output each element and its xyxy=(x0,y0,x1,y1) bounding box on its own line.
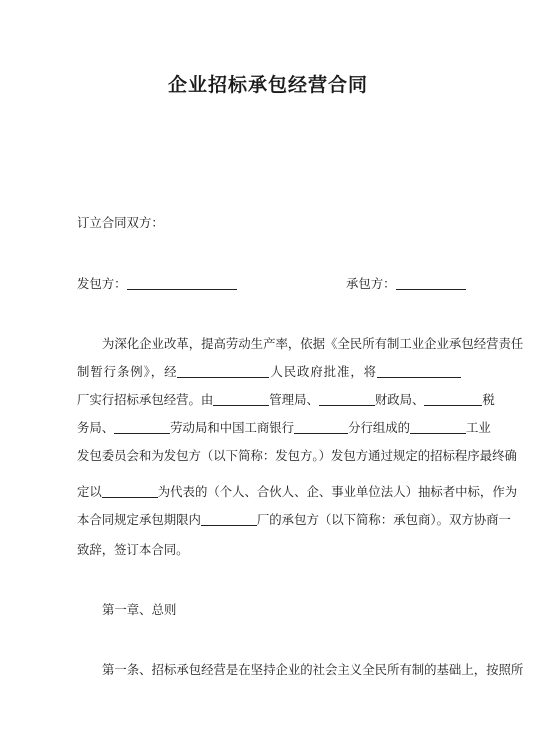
party-b-blank xyxy=(396,276,466,290)
fill-blank xyxy=(102,484,158,498)
para1-line3 xyxy=(77,390,495,408)
fill-blank xyxy=(177,364,269,378)
party-a-line xyxy=(77,274,237,292)
text-fragment: 税 xyxy=(482,392,495,407)
chapter-heading: 第一章、总则 xyxy=(102,602,177,617)
fill-blank xyxy=(377,364,461,378)
article1-line1: 第一条、招标承包经营是在坚持企业的社会主义全民所有制的基础上，按照所 xyxy=(102,662,524,677)
fill-blank xyxy=(294,420,348,434)
party-b-line xyxy=(346,274,466,292)
para1-line8: 致辞，签订本合同。 xyxy=(77,542,189,557)
para1-line5: 发包委员会和为发包方（以下简称：发包方。）发包方通过规定的招标程序最终确 xyxy=(77,448,517,463)
text-fragment: 厂实行招标承包经营。由 xyxy=(77,392,214,407)
text-fragment: 工业 xyxy=(466,420,491,435)
para1-line1: 为深化企业改革，提高劳动生产率，依据《全民所有制工业企业承包经营责任 xyxy=(102,336,524,351)
para1-line6 xyxy=(77,482,518,500)
text-fragment: 务局、 xyxy=(77,420,115,435)
para1-line2 xyxy=(77,362,461,380)
text-fragment: 本合同规定承包期限内 xyxy=(77,512,201,527)
party-b-label: 承包方： xyxy=(346,276,396,291)
text-fragment: 制暂行条例》，经 xyxy=(77,364,178,379)
fill-blank xyxy=(201,512,257,526)
text-fragment: 财政局、 xyxy=(374,392,425,407)
text-fragment: 分行组成的 xyxy=(348,420,411,435)
text-fragment: 定以 xyxy=(77,484,102,499)
text-fragment: 人民政府批准，将 xyxy=(269,364,377,379)
fill-blank xyxy=(213,392,269,406)
fill-blank xyxy=(319,392,375,406)
fill-blank xyxy=(114,420,170,434)
party-a-blank xyxy=(127,276,237,290)
intro-label: 订立合同双方： xyxy=(77,215,164,230)
para1-line4 xyxy=(77,418,491,436)
fill-blank xyxy=(410,420,466,434)
text-fragment: 厂的承包方（以下简称：承包商）。双方协商一 xyxy=(256,512,511,527)
text-fragment: 为代表的（个人、合伙人、企、事业单位法人）抽标者中标，作为 xyxy=(157,484,518,499)
text-fragment: 劳动局和中国工商银行 xyxy=(170,420,295,435)
party-a-label: 发包方： xyxy=(77,276,127,291)
text-fragment: 管理局、 xyxy=(269,392,319,407)
fill-blank xyxy=(424,392,482,406)
para1-line7 xyxy=(77,510,511,528)
document-title: 企业招标承包经营合同 xyxy=(167,74,368,96)
